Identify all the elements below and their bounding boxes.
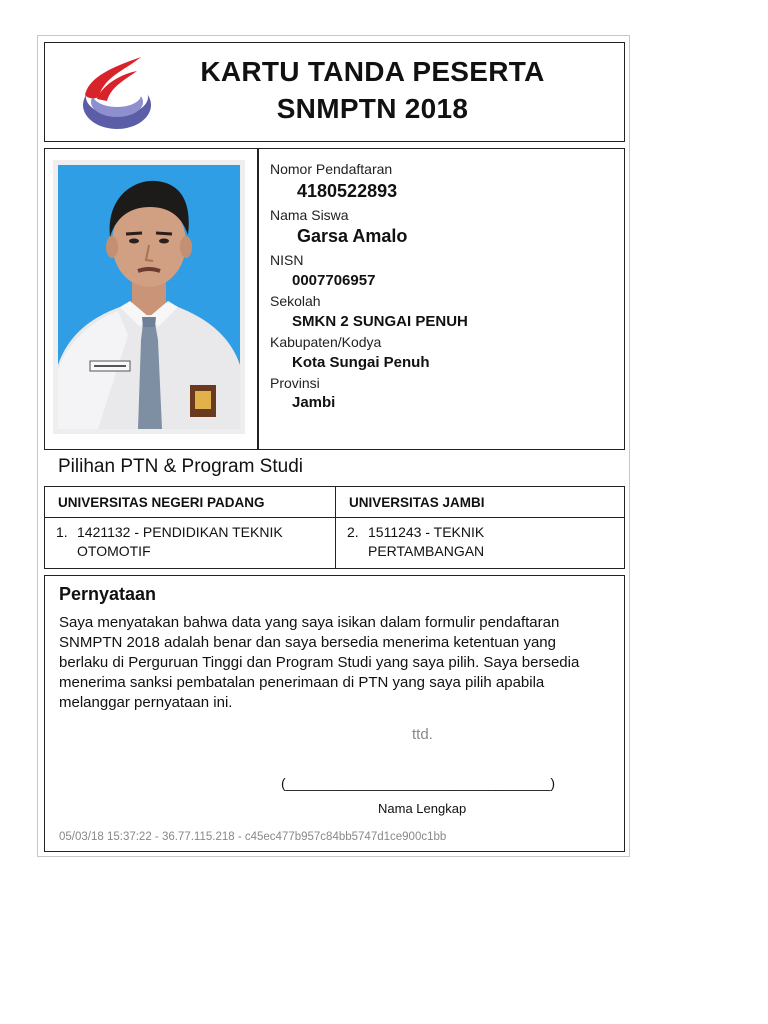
choice-program-1-label: 1421132 - PENDIDIKAN TEKNIK OTOMOTIF (77, 524, 283, 559)
choice-column-2 (335, 487, 625, 568)
identity-divider (257, 149, 259, 449)
province-value: Jambi (292, 394, 336, 411)
photo-frame (53, 160, 245, 434)
choice-university-1 (45, 487, 335, 518)
card-title-line-2: SNMPTN 2018 (276, 93, 469, 124)
print-metadata: 05/03/18 15:37:22 - 36.77.115.218 - c45ec477b957c84bb5747d1ce900c1bb (59, 831, 447, 843)
signature-placeholder: ttd. (412, 726, 433, 743)
signature-line: (__________________________________) (281, 775, 556, 791)
statement-title: Pernyataan (59, 584, 157, 604)
choice-university-2-label: UNIVERSITAS JAMBI (349, 495, 485, 510)
card-header (44, 42, 625, 142)
program-choices-heading: Pilihan PTN & Program Studi (58, 456, 303, 477)
choice-program-2-label: 1511243 - TEKNIK PERTAMBANGAN (368, 524, 485, 559)
school-label: Sekolah (270, 293, 321, 309)
nisn-label: NISN (270, 252, 304, 268)
regency-value: Kota Sungai Penuh (292, 354, 430, 371)
nisn-value: 0007706957 (292, 272, 376, 289)
snmptn-logo (79, 55, 155, 133)
signature-name-label: Nama Lengkap (378, 801, 467, 816)
statement-section (44, 575, 625, 852)
school-value: SMKN 2 SUNGAI PENUH (292, 313, 468, 330)
registration-number-label: Nomor Pendaftaran (270, 161, 393, 177)
choice-column-1 (45, 487, 335, 568)
student-name-value: Garsa Amalo (297, 226, 408, 246)
choice-number-1: 1. (56, 524, 68, 540)
choice-university-1-label: UNIVERSITAS NEGERI PADANG (58, 495, 265, 510)
province-label: Provinsi (270, 375, 320, 391)
choice-university-2 (336, 487, 625, 518)
registration-number-value: 4180522893 (297, 181, 398, 201)
participant-identity (44, 148, 625, 450)
program-choices-table (44, 486, 625, 569)
choice-number-2: 2. (347, 524, 359, 540)
card-title-line-1: KARTU TANDA PESERTA (200, 56, 545, 87)
regency-label: Kabupaten/Kodya (270, 334, 382, 350)
student-photo (58, 165, 240, 429)
statement-text: Saya menyatakan bahwa data yang saya isikan dalam formulir pendaftaran SNMPTN 2018 adalah benar dan saya bersedia menerima ketentuan yang berlaku di Perguruan Tinggi dan Program Studi yang saya pilih. Saya bersedia menerima sanksi pembatalan penerimaan di PTN yang saya pilih apabila melanggar pernyataan ini. (59, 614, 580, 711)
student-name-label: Nama Siswa (270, 207, 349, 223)
